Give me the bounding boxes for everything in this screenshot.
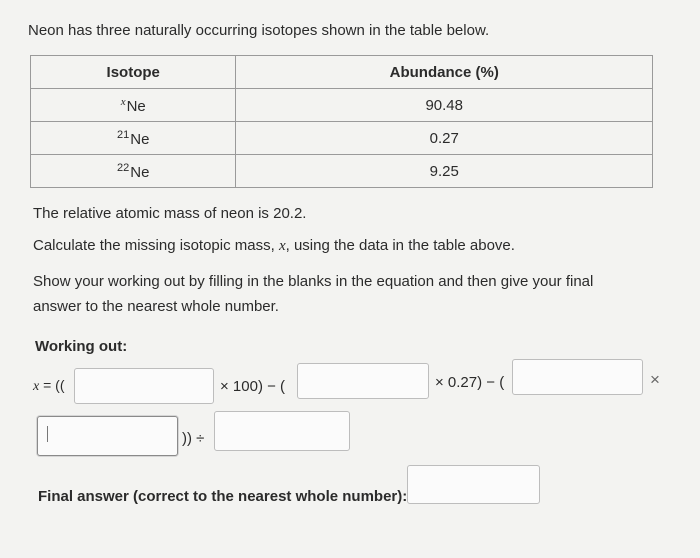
instruction-text-line1: Show your working out by filling in the blanks in the equation and then give your final [33,273,594,290]
table-row [31,155,653,188]
table-row [31,89,653,122]
final-answer-label: Final answer (correct to the nearest whole number): [38,488,408,505]
isotope-cell [31,89,236,122]
isotope-symbol: Ne [130,163,150,181]
times-100-text: × 100) − ( [220,378,286,395]
abundance-cell: 9.25 [236,155,653,188]
close-divide-text: )) ÷ [182,430,205,447]
variable-x: x [278,238,286,254]
isotope-mass: 21 [117,128,130,141]
blank-input-4[interactable] [37,416,178,456]
equation-lhs: x = (( [33,377,65,394]
abundance-cell: 90.48 [236,89,653,122]
text-cursor [47,426,48,442]
isotope-cell [31,155,236,188]
times-027-text: × 0.27) − ( [435,374,505,391]
blank-input-2[interactable] [297,363,429,399]
blank-input-1[interactable] [74,368,214,404]
intro-text: Neon has three naturally occurring isotopes shown in the table below. [28,22,490,39]
working-out-label: Working out: [35,338,128,355]
instruction-text-line2: answer to the nearest whole number. [33,298,279,315]
isotope-mass: 22 [117,161,130,174]
isotope-table [30,55,653,188]
blank-input-5[interactable] [214,411,350,451]
blank-input-3[interactable] [512,359,643,395]
header-isotope: Isotope [31,56,236,89]
question-text: Calculate the missing isotopic mass, x, using the data in the table above. [33,237,515,254]
table-row [31,122,653,155]
table-header-row [31,56,653,89]
header-abundance: Abundance (%) [236,56,653,89]
close-icon[interactable]: × [650,370,660,389]
isotope-cell [31,122,236,155]
isotope-mass: x [120,95,126,108]
isotope-symbol: Ne [126,97,146,115]
isotope-symbol: Ne [130,130,150,148]
abundance-cell: 0.27 [236,122,653,155]
final-answer-input[interactable] [407,465,540,504]
statement-text: The relative atomic mass of neon is 20.2. [33,205,307,222]
